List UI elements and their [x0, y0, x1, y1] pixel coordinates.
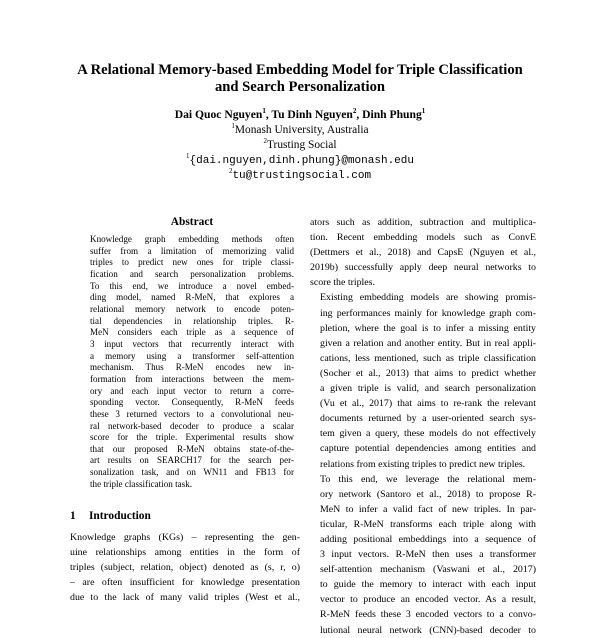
text-line: a given triple is valid, and search personalization	[320, 383, 536, 395]
text-line: art results on SEARCH17 for the search per-	[90, 455, 294, 466]
text-line: ory and each input vector to return a corre-	[90, 385, 294, 396]
author-1-affil: 1	[262, 107, 266, 116]
text-line: Existing embedding models are showing promis-	[320, 292, 536, 304]
text-line: due to the lack of many valid triples (West et al.,	[70, 592, 300, 604]
text-line: tial dependencies in relationship triples. R-	[90, 315, 294, 326]
text-line: relational memory network to encode poten-	[90, 303, 294, 314]
abstract-body	[90, 234, 294, 490]
text-line: (Dettmers et al., 2018) and CapsE (Nguyen et al.,	[310, 247, 536, 259]
text-line: To this end, we introduce a novel embed-	[90, 280, 294, 291]
affiliation-1	[60, 124, 540, 136]
text-line: self-attention mechanism (Vaswani et al., 2017)	[320, 564, 536, 576]
text-line: fication and search personalization problems.	[90, 268, 294, 279]
section-heading-introduction	[70, 510, 151, 522]
email-2	[60, 169, 540, 182]
right-column	[310, 215, 536, 638]
text-line: tem given a query, these models do not effectively	[320, 428, 536, 440]
text-line: cations, less mentioned, such as triple classification	[320, 352, 536, 364]
text-line: ing performances mainly for knowledge graph com-	[320, 307, 536, 319]
paragraph-continued	[310, 215, 536, 290]
email-1-mark: 1	[186, 152, 190, 161]
paper-title	[40, 62, 560, 96]
text-line: mechanism. Thus R-MeN encodes new in-	[90, 362, 294, 373]
author-3-affil: 1	[421, 107, 426, 116]
text-line: MeN considers each triple as a sequence of	[90, 327, 294, 338]
text-line: capture potential dependencies among entities and	[320, 443, 536, 455]
text-line: these 3 returned vectors to a convolutional neu-	[90, 408, 294, 419]
introduction-text	[70, 530, 300, 605]
text-line: Knowledge graph embedding methods often	[90, 234, 294, 244]
text-line: that our proposed R-MeN obtains state-of-the-	[90, 443, 294, 454]
text-line: formation from interactions between the mem-	[90, 373, 294, 384]
text-line: relations from existing triples to predict new triples.	[320, 458, 526, 470]
email-1	[60, 154, 540, 167]
author-2: Tu Dinh Nguyen	[271, 108, 353, 121]
text-line: 3 input vectors. R-MeN then uses a transformer	[320, 549, 536, 561]
author-2-affil: 2	[352, 107, 357, 116]
text-line: the triple classification task.	[90, 478, 193, 489]
text-line: 2019b) successfully apply deep neural networks to	[310, 262, 536, 274]
text-line: ding model, named R-MeN, that explores a	[90, 292, 294, 303]
text-line: a memory using a transformer self-attention	[90, 350, 294, 361]
text-line: score the triples.	[310, 277, 375, 289]
title-line-1: A Relational Memory-based Embedding Model for Triple Classification	[77, 62, 523, 78]
author-3: Dinh Phung	[362, 108, 422, 121]
text-line: documents returned by a user-oriented search sys-	[320, 413, 536, 425]
affiliation-2-mark: 2	[263, 137, 267, 146]
text-line: to guide the memory to interact with each input	[320, 579, 536, 591]
text-line: sponding vector. Consequently, R-MeN feeds	[90, 397, 294, 408]
author-separator: ,	[265, 108, 272, 121]
text-line: suffer from a limitation of memorizing valid	[90, 245, 294, 256]
affiliation-1-text: Monash University, Australia	[234, 124, 369, 136]
text-line: vector to produce an encoded vector. As a result,	[320, 594, 536, 606]
text-line: 3 input vectors that recurrently interact with	[90, 338, 294, 349]
text-line: sonalization task, and on WN11 and FB13 for	[90, 467, 294, 478]
email-2-mark: 2	[228, 167, 233, 176]
text-line: Knowledge graphs (KGs) – representing the gen-	[70, 532, 300, 543]
title-line-2: and Search Personalization	[215, 79, 385, 95]
text-line: tion. Recent embedding models such as ConvE	[310, 232, 536, 244]
text-line: To this end, we leverage the relational mem-	[320, 473, 536, 485]
text-line: ral network-based decoder to produce a scalar	[90, 420, 294, 431]
text-line: score for the triple. Experimental results show	[90, 432, 294, 443]
paragraph-existing-models	[310, 290, 536, 471]
author-1: Dai Quoc Nguyen	[174, 108, 263, 121]
section-title: Introduction	[89, 510, 151, 522]
text-line: adding positional embeddings into a sequence of	[320, 533, 536, 545]
email-1-text: {dai.nguyen,dinh.phung}@monash.edu	[189, 155, 414, 167]
section-number: 1	[70, 510, 76, 522]
text-line: R-MeN feeds these 3 encoded vectors to a convo-	[320, 609, 536, 621]
author-separator: ,	[356, 108, 363, 121]
text-line: ators such as addition, subtraction and multiplica-	[310, 217, 536, 228]
affiliation-2	[60, 139, 540, 151]
text-line: triples (subject, relation, object) denoted as (s, r, o)	[70, 562, 300, 574]
abstract-heading: Abstract	[170, 216, 214, 228]
text-line: pletion, where the goal is to infer a missing entity	[320, 322, 536, 334]
text-line: ticular, R-MeN transforms each triple along with	[320, 518, 536, 530]
text-line: lutional neural network (CNN)-based decoder to	[320, 624, 536, 636]
text-line: ory network (Santoro et al., 2018) to propose R-	[320, 488, 536, 500]
author-list	[60, 108, 540, 121]
text-line: – are often insufficient for knowledge presentation	[70, 577, 300, 589]
text-line: (Socher et al., 2013) that aims to predict whether	[320, 367, 536, 379]
text-line: given a relation and another entity. But in real appli-	[320, 337, 536, 349]
affiliation-1-mark: 1	[231, 122, 235, 131]
text-line: triples to predict new ones for triple classi-	[90, 257, 294, 268]
text-line: (Vu et al., 2017) that aims to re-rank the relevant	[320, 398, 536, 410]
affiliation-2-text: Trusting Social	[266, 139, 337, 151]
text-line: uine relationships among entities in the form of	[70, 547, 300, 559]
paragraph-to-this-end	[310, 472, 536, 638]
text-line: MeN to infer a valid fact of new triples. In par-	[320, 503, 536, 515]
email-2-text: tu@trustingsocial.com	[232, 170, 372, 182]
